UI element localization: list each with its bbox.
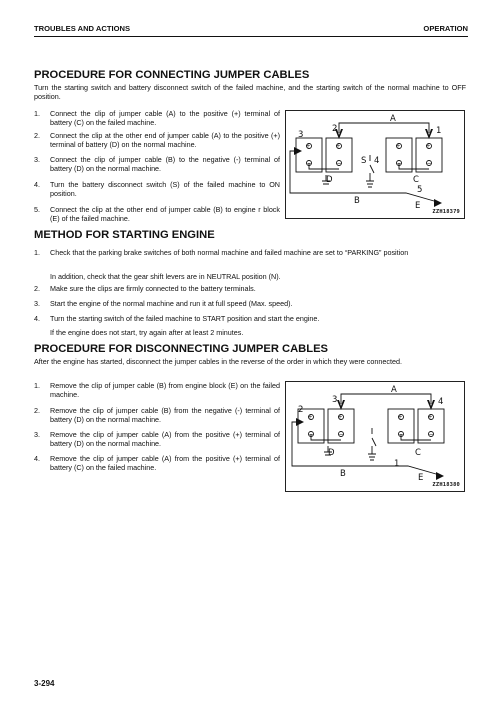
svg-text:−: −	[308, 431, 314, 438]
svg-text:+: +	[395, 142, 401, 150]
step-number: 1.	[34, 109, 40, 118]
running-header	[34, 24, 468, 33]
disconnect-switch-s	[366, 155, 374, 187]
step-number: 4.	[34, 180, 40, 189]
step-text: Remove the clip of jumper cable (A) from the positive (+) terminal of battery (D) on the normal machine.	[50, 430, 280, 449]
svg-text:−: −	[426, 160, 432, 167]
disconnect-switch	[368, 428, 376, 460]
figure-id: ZZH18380	[432, 482, 460, 488]
svg-text:+: +	[397, 413, 403, 421]
label-1: 1	[436, 126, 442, 136]
step-number: 4.	[34, 314, 40, 323]
step-text: Remove the clip of jumper cable (A) from the positive (+) terminal of battery (C) on the failed machine.	[50, 454, 280, 473]
svg-text:+: +	[427, 413, 433, 421]
label-e: E	[418, 473, 424, 483]
disconnect-intro: After the engine has started, disconnect the jumper cables in the reverse of the order in which they were connected.	[34, 357, 402, 366]
jumper-cable-a	[339, 123, 429, 133]
label-b: B	[354, 196, 360, 206]
disconnect-wiring-svg	[286, 382, 464, 491]
svg-text:−: −	[398, 431, 404, 438]
step-text: Connect the clip at the other end of jumper cable (B) to engine r block (E) of the failed machine.	[50, 205, 280, 224]
step-text: Connect the clip of jumper cable (B) to the negative (-) terminal of battery (D) on the normal machine.	[50, 155, 280, 174]
connect-heading: PROCEDURE FOR CONNECTING JUMPER CABLES	[34, 69, 310, 81]
step-number: 2.	[34, 284, 40, 293]
label-c: C	[415, 448, 421, 458]
step-text: Make sure the clips are firmly connected to the battery terminals.	[50, 284, 256, 293]
label-2: 2	[332, 124, 338, 134]
step-number: 2.	[34, 131, 40, 140]
step-text: Turn the battery disconnect switch (S) of the failed machine to ON position.	[50, 180, 280, 199]
clip-3	[294, 147, 302, 155]
connect-wiring-diagram	[285, 110, 465, 219]
step-number: 3.	[34, 299, 40, 308]
step-text: Connect the clip at the other end of jumper cable (A) to the positive (+) terminal of battery (D) on the normal machine.	[50, 131, 280, 150]
clip-2	[296, 418, 304, 426]
disconnect-wiring-diagram	[285, 381, 465, 492]
label-4: 4	[374, 156, 380, 166]
svg-text:+: +	[425, 142, 431, 150]
label-c: C	[413, 175, 419, 185]
label-e: E	[415, 201, 421, 211]
step-number: 1.	[34, 381, 40, 390]
step-number: 4.	[34, 454, 40, 463]
jumper-cable-a	[341, 394, 431, 404]
step-note: If the engine does not start, try again after at least 2 minutes.	[50, 328, 244, 337]
disconnect-heading: PROCEDURE FOR DISCONNECTING JUMPER CABLES	[34, 343, 329, 355]
step-text: Remove the clip of jumper cable (B) from the negative (-) terminal of battery (D) on the normal machine.	[50, 406, 280, 425]
svg-text:+: +	[337, 413, 343, 421]
clip-5	[434, 199, 442, 207]
label-d: D	[326, 175, 333, 185]
svg-text:+: +	[335, 142, 341, 150]
label-1: 1	[394, 459, 400, 469]
connect-wiring-svg	[286, 111, 464, 218]
label-s: S	[361, 156, 367, 166]
label-3: 3	[332, 395, 338, 405]
svg-text:−: −	[428, 431, 434, 438]
step-number: 5.	[34, 205, 40, 214]
step-text: Check that the parking brake switches of both normal machine and failed machine are set to “PARKING” position	[50, 248, 409, 257]
header-section: TROUBLES AND ACTIONS	[34, 24, 131, 33]
label-3: 3	[298, 130, 304, 140]
svg-text:−: −	[306, 160, 312, 167]
clip-1	[436, 472, 444, 480]
label-d: D	[328, 448, 335, 458]
step-note: In addition, check that the gear shift levers are in NEUTRAL position (N).	[50, 272, 281, 281]
step-text: Remove the clip of jumper cable (B) from engine block (E) on the failed machine.	[50, 381, 280, 400]
label-4: 4	[438, 397, 444, 407]
step-number: 1.	[34, 248, 40, 257]
label-b: B	[340, 469, 346, 479]
label-5: 5	[417, 185, 423, 195]
step-number: 2.	[34, 406, 40, 415]
start-heading: METHOD FOR STARTING ENGINE	[34, 229, 215, 241]
step-text: Connect the clip of jumper cable (A) to the positive (+) terminal of battery (C) on the failed machine.	[50, 109, 280, 128]
header-rule	[34, 36, 468, 37]
svg-text:−: −	[336, 160, 342, 167]
step-number: 3.	[34, 155, 40, 164]
step-number: 3.	[34, 430, 40, 439]
label-a: A	[391, 385, 397, 395]
svg-text:−: −	[396, 160, 402, 167]
connect-intro: Turn the starting switch and battery disconnect switch of the failed machine, and the starting switch of the normal machine to OFF position.	[34, 83, 466, 102]
page-number: 3-294	[34, 679, 55, 688]
svg-text:+: +	[307, 413, 313, 421]
label-2: 2	[298, 405, 304, 415]
svg-text:+: +	[305, 142, 311, 150]
figure-id: ZZH18379	[432, 209, 460, 215]
header-chapter: OPERATION	[423, 24, 468, 33]
step-text: Turn the starting switch of the failed machine to START position and start the engine.	[50, 314, 320, 323]
svg-text:−: −	[338, 431, 344, 438]
label-a: A	[390, 114, 396, 124]
step-text: Start the engine of the normal machine and run it at full speed (Max. speed).	[50, 299, 293, 308]
